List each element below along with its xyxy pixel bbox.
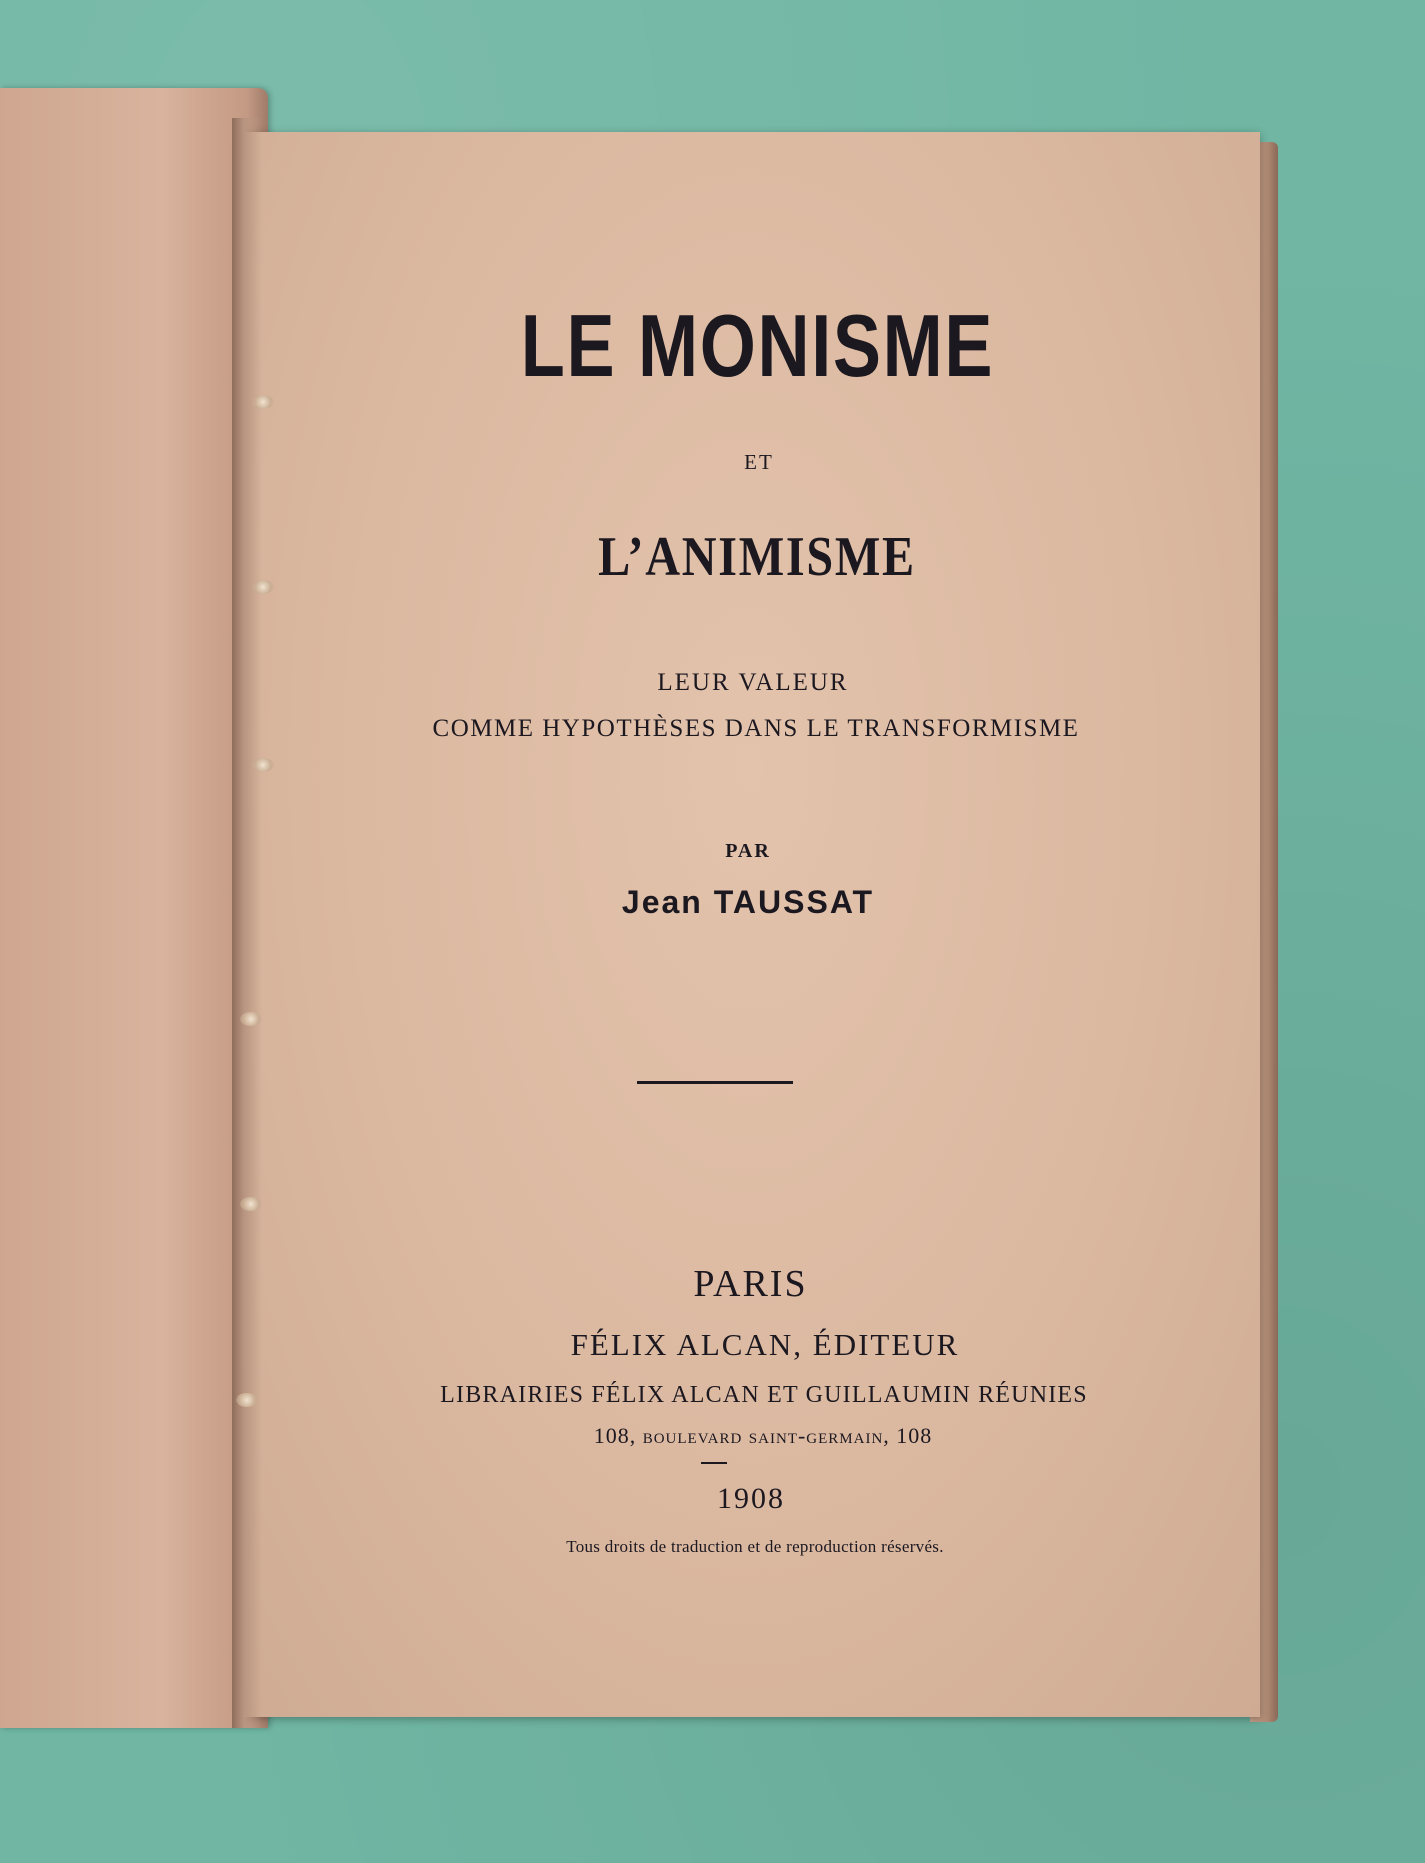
book-subtitle: L’ANIMISME <box>598 526 916 588</box>
subtitle-line-1: LEUR VALEUR <box>657 669 849 696</box>
author-name: Jean TAUSSAT <box>621 884 875 920</box>
divider-rule <box>637 1081 793 1084</box>
left-page <box>0 88 268 1728</box>
subtitle-line-2: COMME HYPOTHÈSES DANS LE TRANSFORMISME <box>432 715 1080 742</box>
publisher-name: FÉLIX ALCAN, ÉDITEUR <box>570 1327 960 1362</box>
conjunction: ET <box>744 450 774 474</box>
libraries-line: LIBRAIRIES FÉLIX ALCAN ET GUILLAUMIN RÉUNIES <box>440 1382 1088 1408</box>
title-page-text <box>240 132 1260 1717</box>
publication-city: PARIS <box>693 1263 808 1305</box>
rights-notice: Tous droits de traduction et de reproduction réservés. <box>566 1537 944 1556</box>
by-label: PAR <box>725 840 771 862</box>
publisher-address: 108, boulevard saint-germain, 108 <box>593 1423 933 1448</box>
book-title: LE MONISME <box>520 296 995 395</box>
publication-year: 1908 <box>717 1482 785 1515</box>
short-divider <box>701 1462 727 1464</box>
